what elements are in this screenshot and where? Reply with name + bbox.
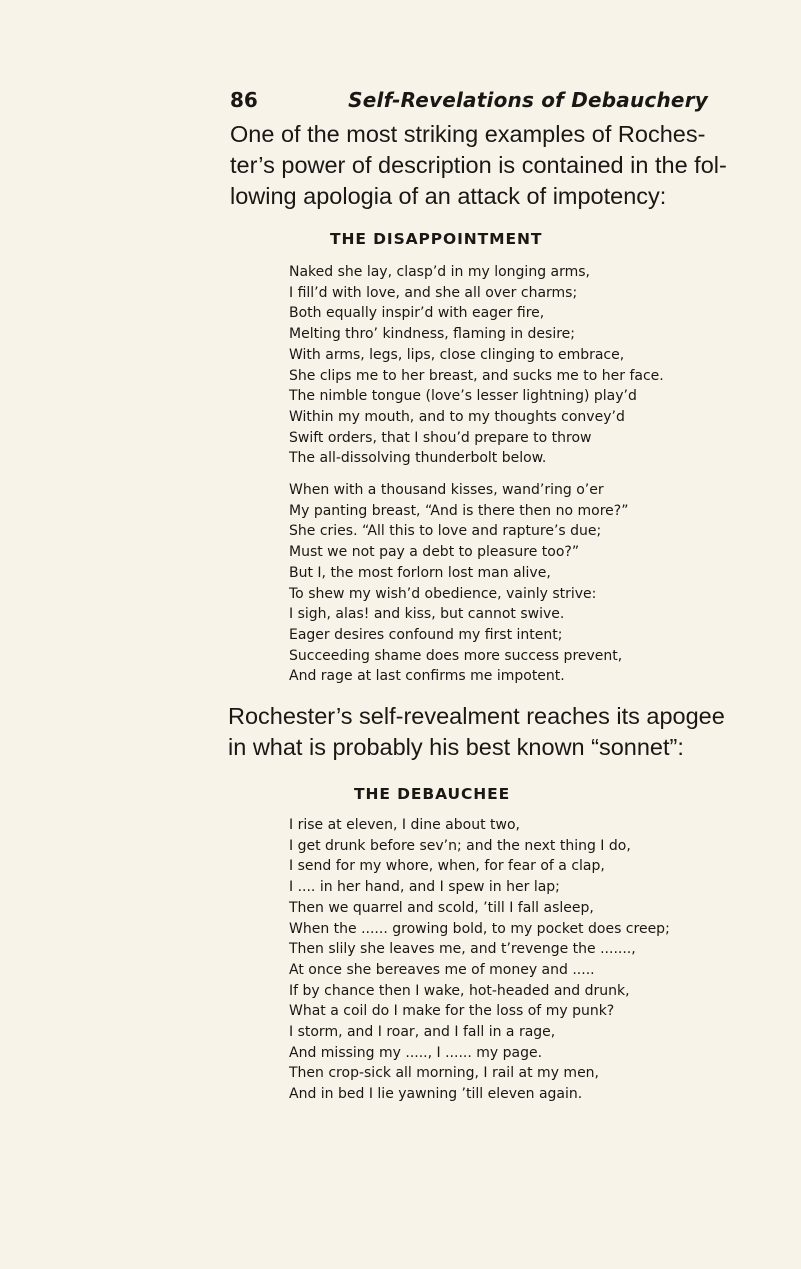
second-paragraph (228, 701, 725, 763)
poem-line: The nimble tongue (love’s lesser lightning) play’d (289, 388, 637, 405)
paragraph-line: ter’s power of description is contained in the fol- (230, 152, 727, 178)
poem-line: I storm, and I roar, and I fall in a rage, (289, 1024, 556, 1041)
poem-line: And in bed I lie yawning ’till eleven again. (289, 1086, 583, 1103)
poem-title-debauchee: THE DEBAUCHEE (354, 785, 511, 803)
poem-line: Both equally inspir’d with eager fire, (289, 305, 545, 322)
poem-line: With arms, legs, lips, close clinging to embrace, (289, 346, 625, 363)
poem-line: And rage at last confirms me impotent. (289, 668, 565, 685)
poem-line: I rise at eleven, I dine about two, (289, 817, 520, 833)
intro-paragraph (230, 119, 727, 212)
poem-line: I .... in her hand, and I spew in her lap; (289, 879, 560, 896)
running-head (230, 88, 708, 118)
poem-line: My panting breast, “And is there then no more?” (289, 502, 629, 519)
poem-line: Naked she lay, clasp’d in my longing arms, (289, 264, 590, 280)
poem-stanza-1 (289, 262, 734, 469)
poem-line: Then slily she leaves me, and t’revenge the ......., (289, 941, 636, 958)
poem-line: Must we not pay a debt to pleasure too?” (289, 544, 580, 561)
poem-line: I send for my whore, when, for fear of a clap, (289, 858, 605, 875)
poem-line: She clips me to her breast, and sucks me to her face. (289, 367, 664, 384)
poem-line: Then we quarrel and scold, ’till I fall asleep, (289, 899, 594, 916)
paragraph-line: One of the most striking examples of Roches- (230, 121, 706, 147)
poem-line: I get drunk before sev’n; and the next thing I do, (289, 837, 631, 854)
poem-line: Then crop-sick all morning, I rail at my men, (289, 1065, 600, 1082)
poem-line: Eager desires confound my first intent; (289, 626, 563, 643)
poem-line: The all-dissolving thunderbolt below. (289, 450, 547, 467)
poem-line: When with a thousand kisses, wand’ring o’er (289, 482, 604, 498)
poem-line: When the ...... growing bold, to my pocket does creep; (289, 920, 670, 937)
page-number: 86 (230, 88, 258, 112)
paragraph-line: Rochester’s self-revealment reaches its apogee (228, 703, 725, 729)
poem-line: At once she bereaves me of money and ..... (289, 961, 595, 978)
poem-line: Within my mouth, and to my thoughts convey’d (289, 408, 625, 425)
poem-stanza-2 (289, 480, 734, 687)
poem-line: I fill’d with love, and she all over charms; (289, 284, 578, 301)
running-title: Self-Revelations of Debauchery (348, 88, 708, 112)
poem-title-disappointment: THE DISAPPOINTMENT (330, 230, 543, 248)
poem-line: She cries. “All this to love and rapture’s due; (289, 523, 602, 540)
poem-line: But I, the most forlorn lost man alive, (289, 564, 551, 581)
poem-line: If by chance then I wake, hot-headed and drunk, (289, 982, 630, 999)
poem-line: And missing my ....., I ...... my page. (289, 1044, 543, 1061)
poem-line: I sigh, alas! and kiss, but cannot swive. (289, 606, 565, 623)
paragraph-line: lowing apologia of an attack of impotency: (230, 183, 667, 209)
poem-line: Melting thro’ kindness, flaming in desire; (289, 326, 575, 343)
poem-line: What a coil do I make for the loss of my punk? (289, 1003, 615, 1020)
poem-line: Succeeding shame does more success prevent, (289, 647, 623, 664)
poem-line: Swift orders, that I shou’d prepare to throw (289, 429, 592, 446)
poem-debauchee (289, 815, 734, 1105)
poem-line: To shew my wish’d obedience, vainly strive: (289, 585, 597, 602)
paragraph-line: in what is probably his best known “sonnet”: (228, 734, 684, 760)
